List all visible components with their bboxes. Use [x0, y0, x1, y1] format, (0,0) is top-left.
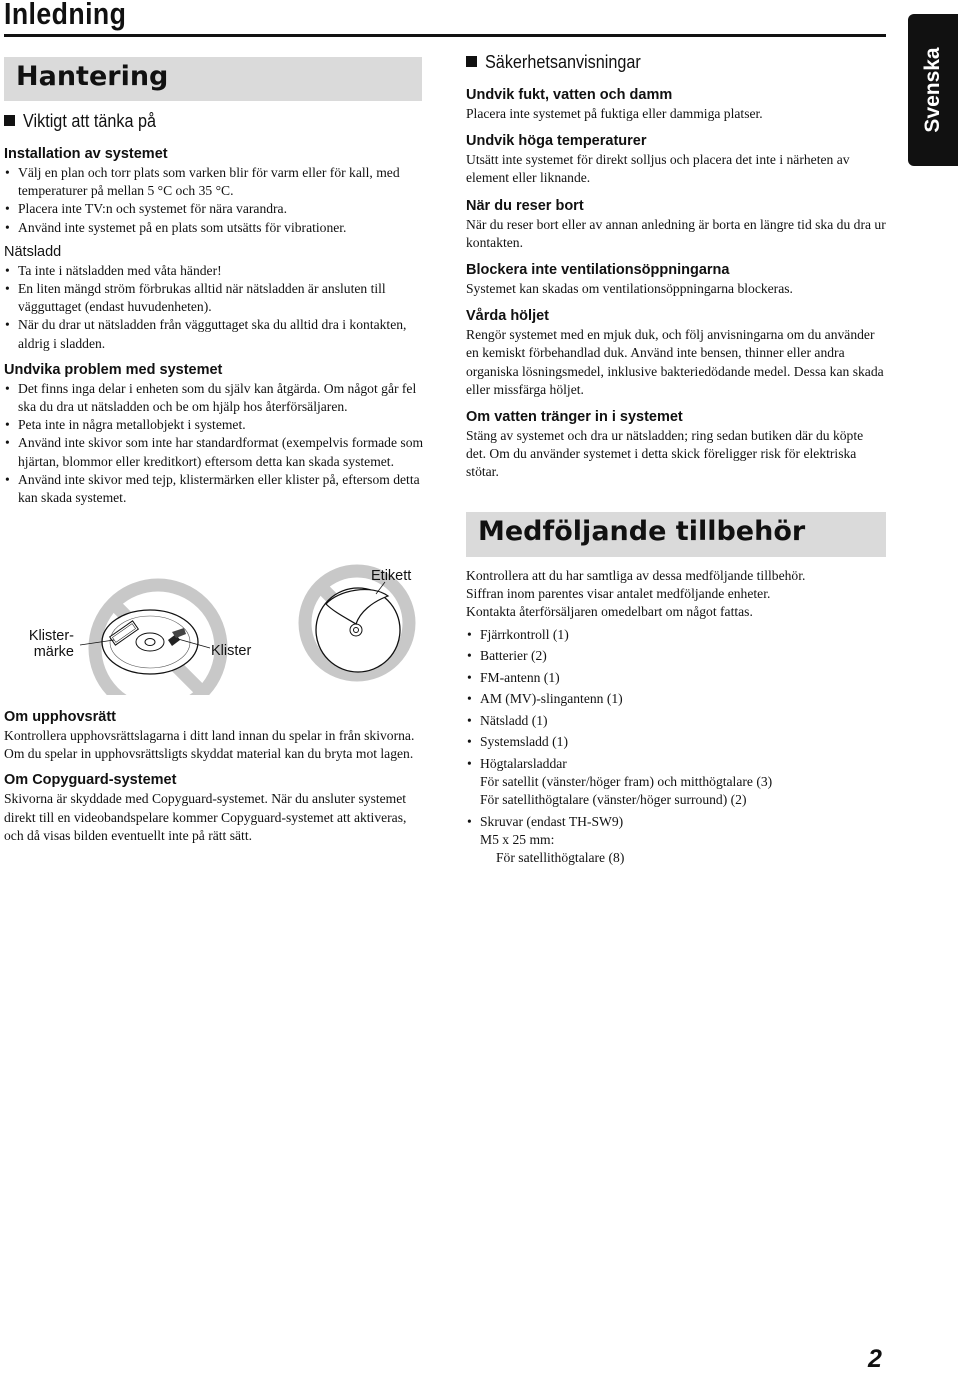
safety-text: När du reser bort eller av annan anledning är borta en längre tid ska du dra ur kontakten.: [466, 216, 886, 250]
accessories-intro: Kontakta återförsäljaren omedelbart om något fattas.: [466, 604, 753, 620]
language-tab: [908, 14, 958, 166]
copyguard-text: Skivorna är skyddade med Copyguard-systemet. När du ansluter systemet direkt till en videobandspelare kommer Copyguard-systemet att aktiveras, och då visas bilden eventuellt inte på rätt sätt.: [4, 791, 407, 843]
copyguard-heading: Om Copyguard-systemet: [4, 772, 177, 789]
disc-with-label-icon: [305, 571, 409, 675]
list-item: • Fjärrkontroll (1): [466, 626, 886, 644]
list-item: • Använd inte systemet på en plats som utsätts för vibrationer.: [4, 219, 424, 237]
list-item: • Ta inte i nätsladden med våta händer!: [4, 262, 424, 280]
list-item: • Använd inte skivor med tejp, klistermärken eller klister på, eftersom detta kan skada systemet.: [4, 471, 424, 507]
install-list: [4, 164, 424, 237]
list-item: • Peta inte in några metallobjekt i systemet.: [4, 416, 424, 434]
safety-heading: Undvik fukt, vatten och damm: [466, 87, 673, 103]
safety-text: Rengör systemet med en mjuk duk, och följ anvisningarna om du använder en kemiskt förbehandlad duk. Använd inte bensen, thinner eller andra organiska lösningsmedel, inklusive bakteriedödande medel. Dessa kan skada eller missfärga höljet.: [466, 327, 884, 397]
sub-item: För satellit (vänster/höger fram) och mitthögtalare (3): [480, 773, 773, 789]
safety-heading: När du reser bort: [466, 197, 584, 214]
cord-heading: Nätsladd: [4, 243, 62, 260]
subsection-important-title: Viktigt att tänka på: [23, 111, 156, 131]
subsection-important: [4, 111, 171, 132]
list-item: • FM-antenn (1): [466, 669, 886, 687]
accessories-intro: Kontrollera att du har samtliga av dessa medföljande tillbehör.: [466, 568, 806, 583]
banner-accessories: [466, 512, 886, 557]
safety-column: [466, 86, 886, 482]
accessories-column: [466, 567, 886, 870]
left-column-top: [4, 145, 424, 507]
chapter-title: Inledning: [4, 0, 127, 31]
square-bullet-icon: [4, 115, 15, 126]
list-item-text: • Skruvar (endast TH-SW9): [480, 813, 624, 829]
language-tab-label: Svenska: [921, 47, 944, 133]
figure-label-etikett: Etikett: [371, 568, 412, 584]
list-item: • Systemsladd (1): [466, 733, 886, 751]
safety-text: Stäng av systemet och dra ur nätsladden; ring sedan butiken där du köpte det. Om du använder systemet i detta skick föreligger risk för elektriska stötar.: [466, 428, 864, 480]
figure-label-glue: Klister: [211, 643, 252, 659]
list-item: • Det finns inga delar i enheten som du själv kan åtgärda. Om något går fel ska du dra ut nätsladden och be om hjälp hos återförsäljaren.: [4, 380, 424, 416]
figure-label-sticker-line1: Klister-: [28, 628, 74, 644]
accessories-list: [466, 626, 886, 868]
sub-item: För satellithögtalare (vänster/höger surround) (2): [480, 792, 747, 808]
list-item: • En liten mängd ström förbrukas alltid när nätsladden är ansluten till vägguttaget (endast huvudenheten).: [4, 280, 424, 316]
list-item: • Batterier (2): [466, 647, 886, 665]
disc-with-sticker-icon: [80, 585, 221, 695]
problems-list: [4, 380, 424, 507]
safety-heading: Blockera inte ventilationsöppningarna: [466, 262, 730, 279]
safety-heading: Om vatten tränger in i systemet: [466, 409, 683, 426]
list-item: [466, 755, 886, 810]
copyright-heading: Om upphovsrätt: [4, 709, 116, 725]
safety-text: Placera inte systemet på fuktiga eller dammiga platser.: [466, 106, 763, 121]
page-number: 2: [868, 1345, 882, 1373]
subsection-safety: [466, 52, 658, 73]
screw-size: M5 x 25 mm:: [480, 831, 555, 847]
subsection-safety-title: Säkerhetsanvisningar: [485, 52, 641, 72]
figure-label-sticker-line2: märke: [33, 644, 74, 660]
safety-heading: Vårda höljet: [466, 308, 549, 325]
copyright-text: Kontrollera upphovsrättslagarna i ditt land innan du spelar in från skivorna. Om du spelar in upphovsrättsligts skyddat material kan du bryta mot lagen.: [4, 728, 415, 762]
cord-list: [4, 262, 424, 353]
list-item: • Placera inte TV:n och systemet för nära varandra.: [4, 200, 424, 218]
list-item: • Använd inte skivor som inte har standardformat (exempelvis formade som hjärtan, blommor eller kreditkort) eftersom detta kan skada systemet.: [4, 434, 424, 470]
safety-heading: Undvik höga temperaturer: [466, 133, 647, 150]
safety-text: Systemet kan skadas om ventilationsöppningarna blockeras.: [466, 281, 793, 297]
list-item: [466, 813, 886, 868]
list-item: • Nätsladd (1): [466, 712, 886, 730]
left-column-bottom: [4, 708, 424, 845]
problems-heading: Undvika problem med systemet: [4, 361, 223, 378]
banner-hantering-title: Hantering: [16, 61, 169, 92]
list-item: • När du drar ut nätsladden från vägguttaget ska du alltid dra i kontakten, aldrig i sladden.: [4, 316, 424, 352]
accessories-intro: Siffran inom parentes visar antalet medföljande enheter.: [466, 586, 771, 602]
figure-label-sticker: [28, 628, 74, 660]
list-item: • Välj en plan och torr plats som varken blir för varm eller för kall, med temperaturer på mellan 5 °C och 35 °C.: [4, 164, 424, 200]
sub-item: För satellithögtalare (8): [496, 849, 625, 865]
banner-hantering: [4, 57, 422, 101]
list-item: • AM (MV)-slingantenn (1): [466, 690, 886, 708]
list-item-text: • Högtalarsladdar: [480, 755, 567, 771]
safety-text: Utsätt inte systemet för direkt solljus och placera det inte i närheten av element eller liknande.: [466, 152, 850, 186]
banner-accessories-title: Medföljande tillbehör: [478, 516, 806, 547]
header-rule: [4, 34, 886, 37]
install-heading: Installation av systemet: [4, 146, 168, 162]
square-bullet-icon: [466, 56, 477, 67]
